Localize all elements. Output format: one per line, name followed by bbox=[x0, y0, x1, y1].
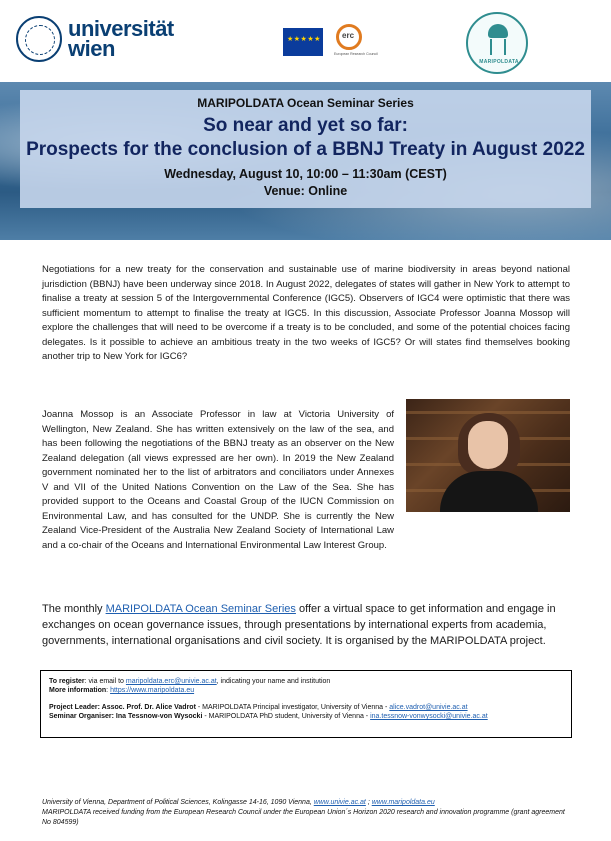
more-info-line bbox=[49, 686, 563, 695]
footer-address-line bbox=[42, 798, 574, 808]
portrait-face bbox=[468, 421, 508, 469]
university-wordmark-line2: wien bbox=[68, 36, 115, 61]
event-date: Wednesday, August 10, 10:00 – 11:30am (CEST) bbox=[164, 167, 447, 181]
erc-abbrev: erc bbox=[342, 31, 355, 40]
footer-link-sep: ; bbox=[365, 799, 372, 806]
series-desc-pre: The monthly bbox=[42, 603, 106, 615]
univie-link[interactable]: www.univie.ac.at bbox=[313, 799, 366, 806]
organiser-line bbox=[49, 712, 563, 721]
more-info-sep: : bbox=[106, 687, 111, 694]
speaker-bio-paragraph: Joanna Mossop is an Associate Professor in law at Victoria University of Wellington, New Zealand. She has written extensively on the law of the sea, and has been following the negotiations of the BBNJ treaty as an observer on the New Zealand delegation (all views expressed are her own). In 2019 the New Zealand government nominated her to the list of arbitrators and conciliators under Annexes V and VII of the United Nations Convention on the Law of the Sea. She has provided support to the Oceans and Coastal Group of the IUCN Commission on Environmental Law, and has consulted for the UNDP. She is currently the New Zealand Vice-President of the Australia New Zealand Society of International Law and a co-chair of the Oceans and International Environmental Law Interest Group. bbox=[42, 409, 394, 551]
jellyfish-icon bbox=[488, 24, 508, 38]
organiser-label: Seminar Organiser: Ina Tessnow-von Wysocki bbox=[49, 713, 203, 720]
university-wordmark-line1: universität bbox=[68, 16, 174, 41]
maripoldata-footer-link[interactable]: www.maripoldata.eu bbox=[371, 799, 435, 806]
eu-flag-icon bbox=[283, 28, 323, 56]
register-post: , indicating your name and institution bbox=[216, 678, 331, 685]
project-leader-label: Project Leader: Assoc. Prof. Dr. Alice Vadrot bbox=[49, 704, 196, 711]
funding-statement: MARIPOLDATA received funding from the European Research Council under the European Union´s Horizon 2020 research and innovation programme (grant agreement No 804599) bbox=[42, 809, 565, 826]
event-title-line2: Prospects for the conclusion of a BBNJ Treaty in August 2022 bbox=[26, 139, 585, 160]
maripoldata-logo bbox=[466, 12, 528, 74]
erc-name: European Research Council bbox=[334, 52, 378, 56]
seminar-series-label: MARIPOLDATA Ocean Seminar Series bbox=[197, 96, 414, 110]
ocean-banner bbox=[0, 82, 611, 240]
speaker-portrait bbox=[406, 399, 570, 512]
footer bbox=[42, 798, 574, 828]
organiser-email-link[interactable]: ina.tessnow-vonwysocki@univie.ac.at bbox=[370, 713, 488, 720]
register-pre: : via email to bbox=[84, 678, 126, 685]
university-seal-icon bbox=[16, 16, 62, 62]
portrait-body bbox=[440, 471, 538, 512]
spacer bbox=[49, 695, 563, 703]
project-leader-text: - MARIPOLDATA Principal investigator, University of Vienna - bbox=[195, 704, 390, 711]
project-leader-email-link[interactable]: alice.vadrot@univie.ac.at bbox=[389, 704, 468, 711]
organiser-text: - MARIPOLDATA PhD student, University of Vienna - bbox=[202, 713, 371, 720]
logo-row bbox=[0, 0, 611, 82]
jellyfish-tentacles-icon bbox=[490, 39, 506, 55]
event-venue: Venue: Online bbox=[263, 184, 348, 198]
maripoldata-logo-text: MARIPOLDATA bbox=[479, 59, 519, 65]
erc-logo bbox=[334, 24, 378, 60]
register-email-link[interactable]: maripoldata.erc@univie.ac.at bbox=[125, 678, 217, 685]
series-desc-post: offer a virtual space to get information and engage in exchanges on ocean governance issues, through presentations by international experts from academia, governments, international organisations and civil society. It is organised by the MARIPOLDATA project. bbox=[42, 603, 556, 647]
banner-title-box bbox=[20, 90, 591, 208]
event-title-line1: So near and yet so far: bbox=[203, 115, 408, 136]
register-line bbox=[49, 677, 563, 686]
series-description-paragraph bbox=[42, 601, 574, 649]
project-leader-line bbox=[49, 703, 563, 712]
more-info-label: More information bbox=[49, 687, 107, 694]
university-of-vienna-logo bbox=[16, 16, 174, 62]
university-wordmark bbox=[68, 16, 174, 61]
more-info-link[interactable]: https://www.maripoldata.eu bbox=[110, 687, 195, 694]
registration-info-box bbox=[40, 670, 572, 738]
register-label: To register bbox=[49, 678, 85, 685]
intro-paragraph: Negotiations for a new treaty for the conservation and sustainable use of marine biodiversity in areas beyond national jurisdiction (BBNJ) have been underway since 2018. In August 2022, delegates of states will gather in New York to attempt to finalise a treaty at session 5 of the Intergovernmental Conference (IGC5). Observers of IGC4 were optimistic that there was sufficient momentum to attempt to finalise the treaty at IGC5. In this discussion, Associate Professor Joanna Mossop will explore the challenges that will need to be overcome if a treaty is to be concluded, and some of the potential choices facing delegates. Is it possible to achieve an ambitious treaty in the two weeks of IGC5? Or will states find themselves booking another trip to New York for IGC6? bbox=[42, 264, 570, 362]
series-link[interactable]: MARIPOLDATA Ocean Seminar Series bbox=[105, 603, 296, 615]
footer-address: University of Vienna, Department of Political Sciences, Kolingasse 14-16, 1090 Vienna, bbox=[42, 799, 314, 806]
